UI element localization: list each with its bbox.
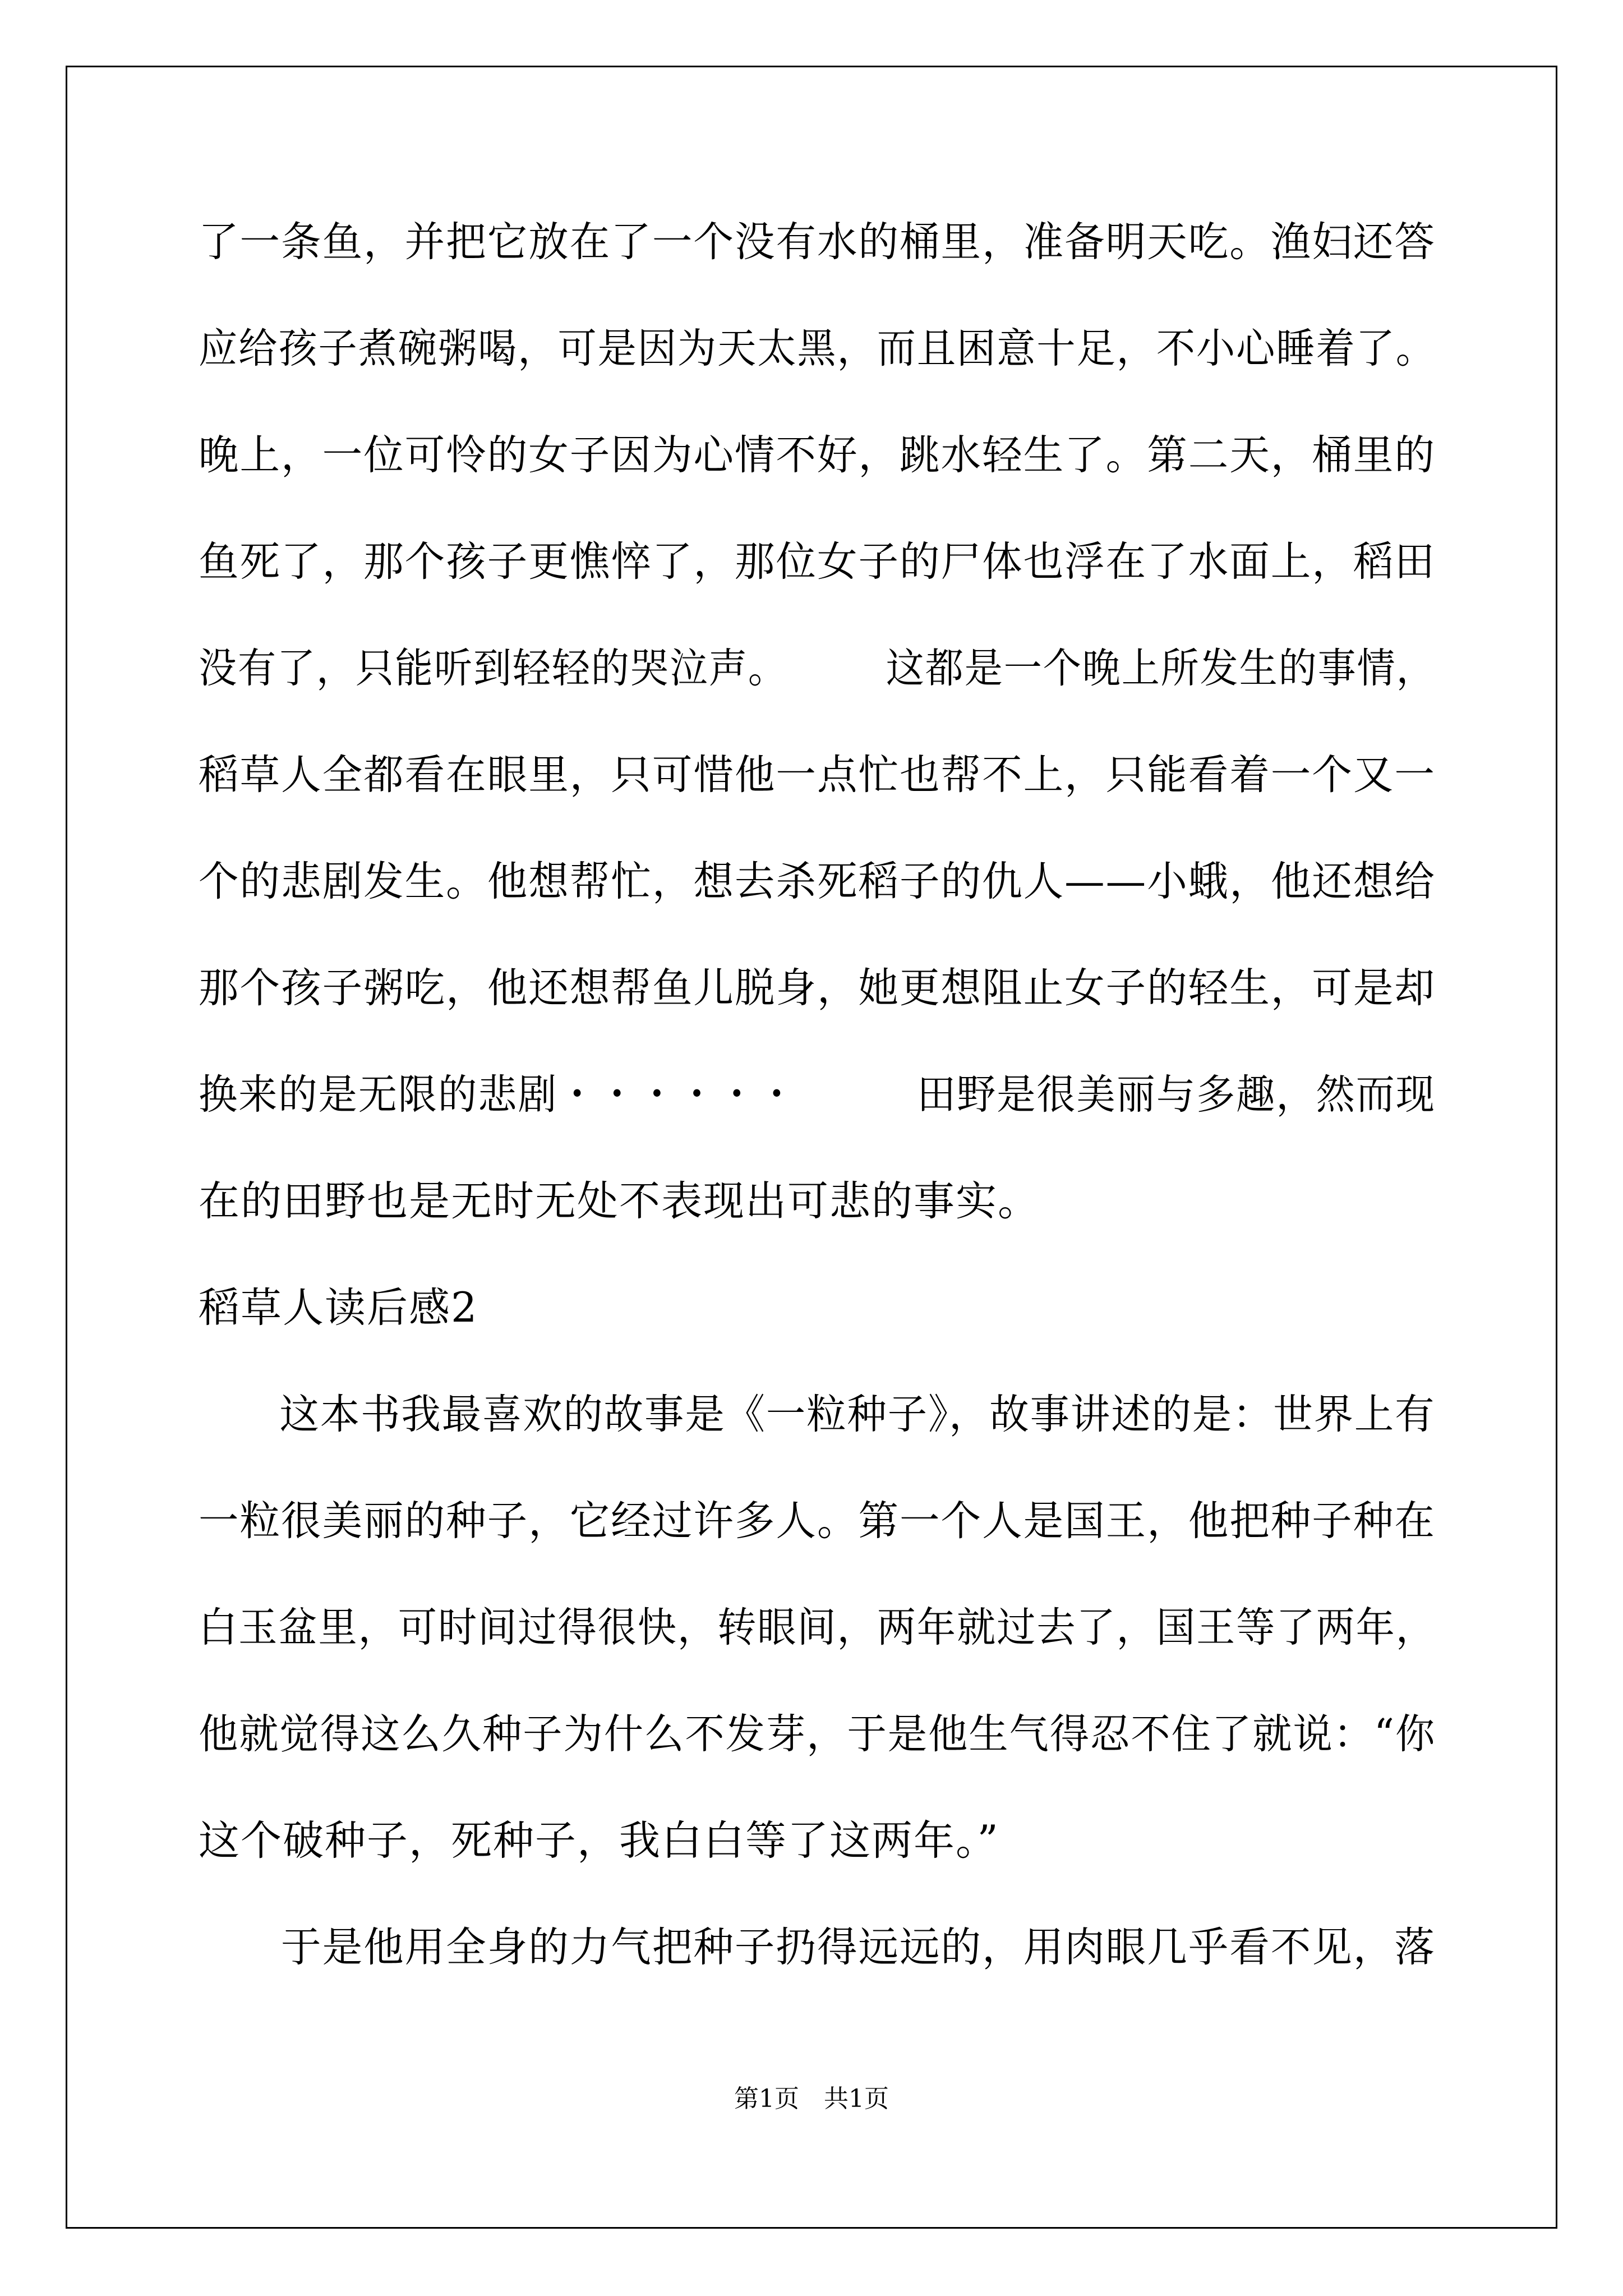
text-line-14: 白玉盆里，可时间过得很快，转眼间，两年就过去了，国王等了两年， [199, 1604, 1436, 1651]
page-border [66, 66, 1557, 2229]
text-line-17: 于是他用全身的力气把种子扔得远远的，用肉眼几乎看不见，落 [199, 1924, 1436, 1971]
text-line-2: 应给孩子煮碗粥喝，可是因为天太黑，而且困意十足，不小心睡着了。 [199, 325, 1436, 372]
text-line-6: 稻草人全都看在眼里，只可惜他一点忙也帮不上，只能看着一个又一 [199, 751, 1436, 799]
text-line-15: 他就觉得这么久种子为什么不发芽，于是他生气得忍不住了就说：“你 [199, 1710, 1436, 1758]
text-line-7: 个的悲剧发生。他想帮忙，想去杀死稻子的仇人——小蛾，他还想给 [199, 858, 1436, 905]
page-footer: 第1页 共1页 [734, 2085, 889, 2113]
text-line-1: 了一条鱼，并把它放在了一个没有水的桶里，准备明天吃。渔妇还答 [199, 218, 1436, 266]
section-heading: 稻草人读后感2 [199, 1284, 478, 1332]
text-line-3: 晚上，一位可怜的女子因为心情不好，跳水轻生了。第二天，桶里的 [199, 431, 1436, 479]
text-line-8: 那个孩子粥吃，他还想帮鱼儿脱身，她更想阻止女子的轻生，可是却 [199, 964, 1436, 1012]
text-line-5: 没有了，只能听到轻轻的哭泣声。 这都是一个晚上所发生的事情， [199, 645, 1436, 692]
text-line-9: 换来的是无限的悲剧・・・・・・ 田野是很美丽与多趣，然而现 [199, 1071, 1436, 1119]
text-line-4: 鱼死了，那个孩子更憔悴了，那位女子的尸体也浮在了水面上，稻田 [199, 538, 1436, 586]
text-line-10: 在的田野也是无时无处不表现出可悲的事实。 [199, 1177, 1040, 1225]
text-line-12: 这本书我最喜欢的故事是《一粒种子》，故事讲述的是：世界上有 [199, 1391, 1436, 1438]
text-line-13: 一粒很美丽的种子，它经过许多人。第一个人是国王，他把种子种在 [199, 1497, 1436, 1545]
text-line-16: 这个破种子，死种子，我白白等了这两年。” [199, 1817, 999, 1865]
